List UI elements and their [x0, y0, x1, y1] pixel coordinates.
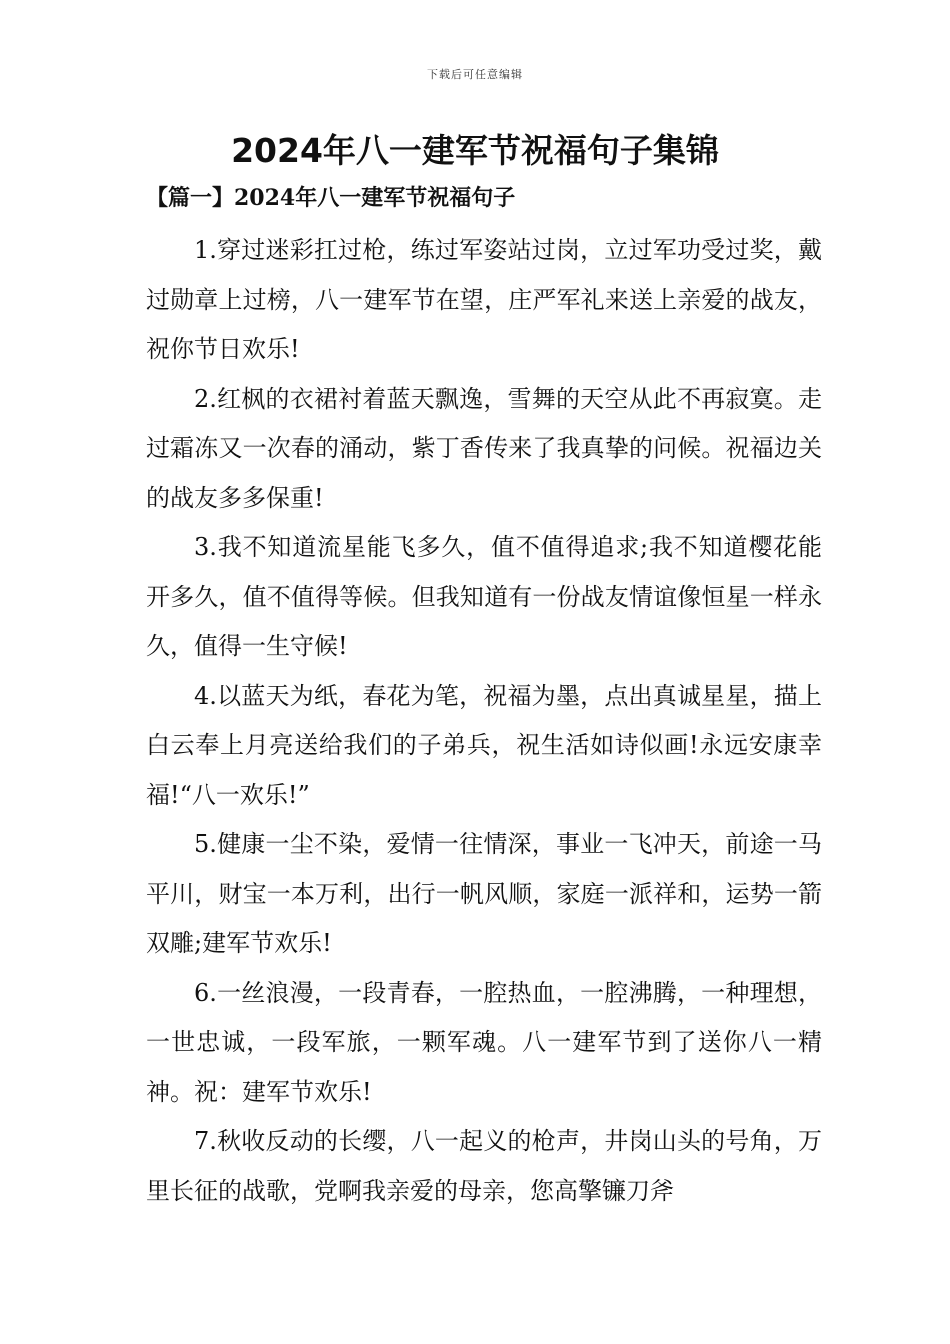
paragraph-2: 2.红枫的衣裙衬着蓝天飘逸，雪舞的天空从此不再寂寞。走过霜冻又一次春的涌动，紫丁香传来了我真挚的问候。祝福边关的战友多多保重! — [146, 384, 822, 512]
paragraph-5: 5.健康一尘不染，爱情一往情深，事业一飞冲天，前途一马平川，财宝一本万利，出行一帆风顺，家庭一派祥和，运势一箭双雕;建军节欢乐! — [146, 830, 822, 957]
paragraph-7: 7.秋收反动的长缨，八一起义的枪声，井岗山头的号角，万里长征的战歌，党啊我亲爱的母亲，您高擎镰刀斧 — [146, 1127, 822, 1205]
section-heading: 【篇一】2024年八一建军节祝福句子 — [146, 185, 516, 211]
paragraph-1: 1.穿过迷彩扛过枪，练过军姿站过岗，立过军功受过奖，戴过勋章上过榜，八一建军节在望，庄严军礼来送上亲爱的战友，祝你节日欢乐! — [146, 236, 822, 363]
page-header-note: 下载后可任意编辑 — [427, 68, 523, 81]
paragraph-3: 3.我不知道流星能飞多久，值不值得追求;我不知道樱花能开多久，值不值得等候。但我知道有一份战友情谊像恒星一样永久，值得一生守候! — [146, 533, 822, 660]
document-title: 2024年八一建军节祝福句子集锦 — [231, 131, 719, 170]
document-body — [146, 226, 822, 1216]
paragraph-6: 6.一丝浪漫，一段青春，一腔热血，一腔沸腾，一种理想，一世忠诚，一段军旅，一颗军魂。八一建军节到了送你八一精神。祝：建军节欢乐! — [146, 978, 822, 1106]
paragraph-4: 4.以蓝天为纸，春花为笔，祝福为墨，点出真诚星星，描上白云奉上月亮送给我们的子弟兵，祝生活如诗似画!永远安康幸福!“八一欢乐!” — [146, 681, 822, 809]
